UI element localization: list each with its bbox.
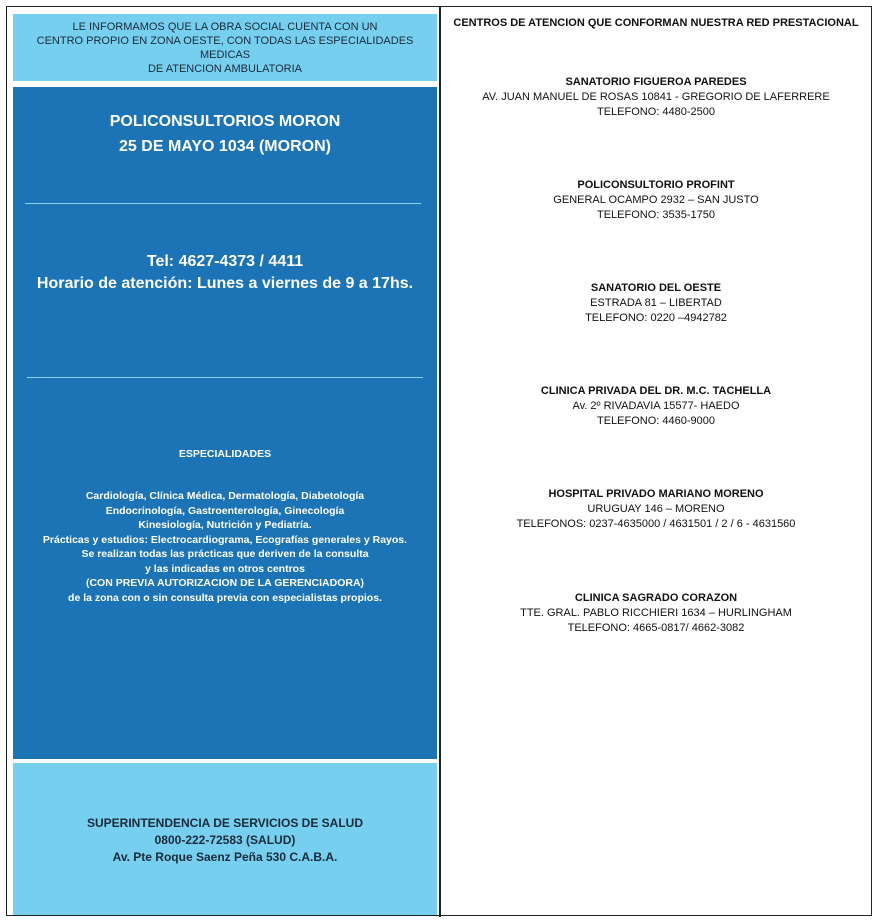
intro-box xyxy=(13,14,437,81)
center-phone: TELEFONO: 4480-2500 xyxy=(596,106,715,118)
intro-line: CENTRO PROPIO EN ZONA OESTE, CON TODAS LAS ESPECIALIDADES MEDICAS xyxy=(36,34,414,61)
center-address: TTE. GRAL. PABLO RICCHIERI 1634 – HURLINGHAM xyxy=(520,607,792,619)
center-name: HOSPITAL PRIVADO MARIANO MORENO xyxy=(548,488,764,500)
intro-line: LE INFORMAMOS QUE LA OBRA SOCIAL CUENTA CON UN xyxy=(72,20,378,33)
especialidades-text xyxy=(13,489,437,605)
right-column xyxy=(441,7,871,917)
especialidades-line: de la zona con o sin consulta previa con especialistas propios. xyxy=(68,591,382,604)
center-phone: TELEFONO: 0220 –4942782 xyxy=(585,312,727,324)
center-entry xyxy=(441,281,871,326)
center-entry xyxy=(441,487,871,532)
center-phone: TELEFONO: 3535-1750 xyxy=(596,209,715,221)
intro-line: DE ATENCION AMBULATORIA xyxy=(147,62,303,75)
policonsultorio-phone: Tel: 4627-4373 / 4411 xyxy=(146,253,304,270)
policonsultorio-title xyxy=(13,109,437,159)
especialidades-line: Se realizan todas las prácticas que deriven de la consulta xyxy=(81,548,369,560)
center-name: SANATORIO DEL OESTE xyxy=(590,282,722,294)
center-name: CLINICA SAGRADO CORAZON xyxy=(574,592,738,604)
divider-line xyxy=(27,377,423,378)
policonsultorio-contact xyxy=(13,251,437,295)
center-entry xyxy=(441,591,871,636)
especialidades-line: Prácticas y estudios: Electrocardiograma, Ecografías generales y Rayos. xyxy=(42,533,408,546)
policonsultorio-hours: Horario de atención: Lunes a viernes de 9 a 17hs. xyxy=(36,275,414,292)
policonsultorio-box xyxy=(13,87,437,759)
especialidades-line: Cardiología, Clínica Médica, Dermatología, Diabetología xyxy=(85,490,365,502)
document-frame xyxy=(6,6,872,916)
left-column xyxy=(9,7,441,917)
center-address: AV. JUAN MANUEL DE ROSAS 10841 - GREGORIO DE LAFERRERE xyxy=(482,91,830,103)
especialidades-line: Kinesiología, Nutrición y Pediatría. xyxy=(138,519,312,531)
center-name: SANATORIO FIGUEROA PAREDES xyxy=(565,76,747,88)
center-phone: TELEFONO: 4665-0817/ 4662-3082 xyxy=(567,622,745,634)
center-address: URUGUAY 146 – MORENO xyxy=(587,503,725,515)
center-entry xyxy=(441,178,871,223)
divider-line xyxy=(25,203,421,204)
center-name: CLINICA PRIVADA DEL DR. M.C. TACHELLA xyxy=(540,385,772,397)
center-phone: TELEFONOS: 0237-4635000 / 4631501 / 2 / 6 - 4631560 xyxy=(516,518,796,530)
superintendencia-phone: 0800-222-72583 (SALUD) xyxy=(154,833,296,847)
center-phone: TELEFONO: 4460-9000 xyxy=(596,415,715,427)
superintendencia-address: Av. Pte Roque Saenz Peña 530 C.A.B.A. xyxy=(112,850,338,864)
center-entry xyxy=(441,75,871,120)
center-address: Av. 2º RIVADAVIA 15577- HAEDO xyxy=(572,400,740,412)
especialidades-heading: ESPECIALIDADES xyxy=(178,448,272,460)
red-title: CENTROS DE ATENCION QUE CONFORMAN NUESTRA RED PRESTACIONAL xyxy=(453,17,859,29)
center-name: POLICONSULTORIO PROFINT xyxy=(577,179,735,191)
especialidades-line: (CON PREVIA AUTORIZACION DE LA GERENCIADORA) xyxy=(85,577,365,589)
superintendencia-box xyxy=(13,763,437,915)
especialidades-line: y las indicadas en otros centros xyxy=(145,562,305,575)
center-address: GENERAL OCAMPO 2932 – SAN JUSTO xyxy=(553,194,759,206)
center-entry xyxy=(441,384,871,429)
superintendencia-name: SUPERINTENDENCIA DE SERVICIOS DE SALUD xyxy=(86,816,364,830)
policonsultorio-name: POLICONSULTORIOS MORON xyxy=(109,113,341,130)
especialidades-line: Endocrinología, Gastroenterología, Ginecología xyxy=(105,504,345,517)
policonsultorio-address: 25 DE MAYO 1034 (MORON) xyxy=(119,138,331,155)
center-address: ESTRADA 81 – LIBERTAD xyxy=(590,297,722,309)
